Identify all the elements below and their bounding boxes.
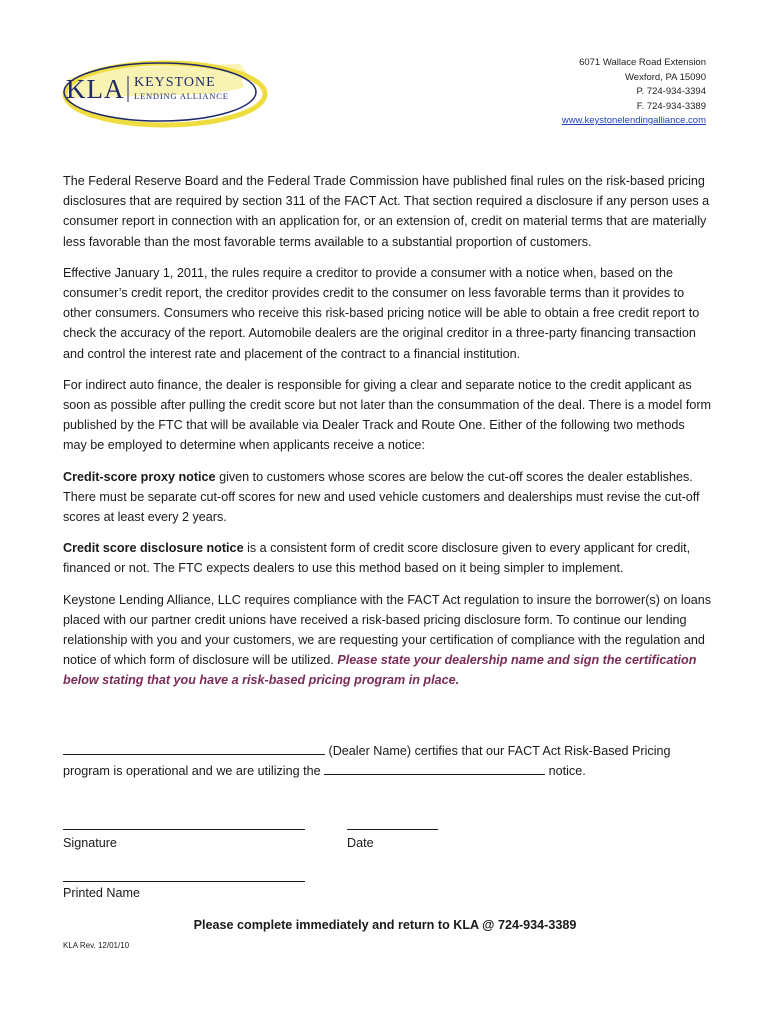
compliance-text: Keystone Lending Alliance, LLC requires compliance with the FACT Act regulation to insure the borrower(s) on loans placed with our partner credit unions have received a risk-based pricing disclosure form. To continue our lending relationship with you and your customers, we are requesting your certification of compliance with the regulation and notice of which form of disclosure will be utilized. — [63, 592, 711, 668]
certification-statement — [63, 741, 711, 781]
cert-text-2: program is operational and we are utilizing the — [63, 764, 325, 779]
logo-name-line2: LENDING ALLIANCE — [134, 91, 229, 101]
cert-text-1: (Dealer Name) certifies that our FACT Act Risk-Based Pricing — [325, 744, 671, 758]
paragraph-1: The Federal Reserve Board and the Federal Trade Commission have published final rules on the risk-based pricing disclosures that are required by section 311 of the FACT Act. That section required a disclosure if any person uses a consumer report in connection with an application for, or an extension of, credit on material terms that are materially less favorable than the most favorable terms available to a substantial proportion of customers. — [63, 174, 710, 249]
printed-name-label: Printed Name — [63, 886, 140, 900]
website-link[interactable]: www.keystonelendingalliance.com — [561, 115, 706, 126]
printed-name-line[interactable] — [63, 881, 305, 882]
paragraph-5 — [63, 538, 711, 578]
fax-number: F. 724-934-3389 — [636, 100, 706, 112]
disclosure-notice-term: Credit score disclosure notice — [63, 541, 244, 556]
letter-body — [63, 171, 711, 702]
cert-text-3: notice. — [545, 764, 586, 779]
proxy-notice-term: Credit-score proxy notice — [63, 469, 216, 484]
phone-number: P. 724-934-3394 — [636, 86, 706, 97]
signature-label: Signature — [63, 836, 117, 850]
contact-block — [562, 56, 706, 129]
keystone-logo-graphic — [60, 50, 270, 130]
notice-type-field[interactable] — [324, 762, 545, 775]
instruction-highlight: Please state your dealership name and sign the certification below stating that you have a risk-based pricing program in place. — [63, 653, 697, 688]
dealer-name-field[interactable] — [63, 742, 325, 755]
kla-logo — [60, 50, 270, 130]
paragraph-6 — [63, 590, 711, 691]
logo-abbr: KLA — [66, 74, 125, 104]
logo-name-line1: KEYSTONE — [134, 75, 216, 90]
paragraph-4 — [63, 467, 711, 528]
revision-label: KLA Rev. 12/01/10 — [63, 941, 130, 950]
return-instructions: Please complete immediately and return to KLA @ 724-934-3389 — [193, 918, 577, 932]
address-line-2: Wexford, PA 15090 — [625, 71, 706, 83]
paragraph-3: For indirect auto finance, the dealer is responsible for giving a clear and separate notice to the credit applicant as soon as possible after pulling the credit score but not later than the consummation of the deal. There is a model form published by the FTC that will be available via Dealer Track and Route One. Either of the following two methods may be employed to determine when applicants receive a notice: — [63, 377, 712, 453]
date-line[interactable] — [347, 829, 438, 830]
address-line-1: 6071 Wallace Road Extension — [579, 57, 706, 68]
paragraph-2: Effective January 1, 2011, the rules require a creditor to provide a consumer with a notice when, based on the consumer’s credit report, the creditor provides credit to the consumer on less favorable terms than it provides to other consumers. Consumers who receive this risk-based pricing notice will be able to obtain a free credit report to check the accuracy of the report. Automobile dealers are the original creditor in a three-party financing transaction and control the interest rate and placement of the contract to a financial institution. — [63, 265, 700, 361]
proxy-notice-text: given to customers whose scores are below the cut-off scores the dealer establishes. There must be separate cut-off scores for new and used vehicle customers and dealerships must revise the cut-off scores at least every 2 years. — [63, 469, 700, 525]
signature-line[interactable] — [63, 829, 305, 830]
date-label: Date — [347, 836, 374, 850]
disclosure-notice-text: is a consistent form of credit score disclosure given to every applicant for credit, financed or not. The FTC expects dealers to use this method based on it being simpler to implement. — [63, 541, 691, 576]
